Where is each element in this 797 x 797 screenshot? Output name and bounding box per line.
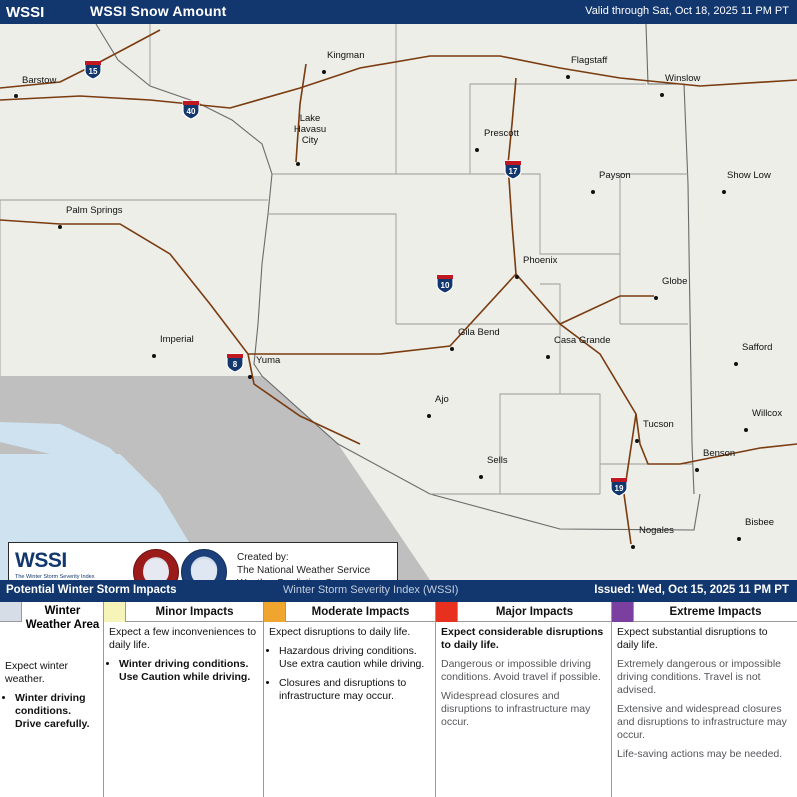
city-label: Payson [599, 170, 631, 181]
legend-label-winter: Winter Weather Area [25, 605, 100, 631]
interstate-shield-19 [610, 477, 628, 497]
city-dot [744, 428, 748, 432]
legend-header-major [436, 602, 611, 622]
city-dot [631, 545, 635, 549]
credit-line-1: The National Weather Service [237, 565, 371, 576]
city-label: Bisbee [745, 517, 775, 528]
city-label: Barstow [22, 75, 57, 86]
city-dot [479, 475, 483, 479]
city-dot [591, 190, 595, 194]
city-dot [734, 362, 738, 366]
legend-header-moderate [264, 602, 435, 622]
legend-body-winter [0, 656, 103, 731]
wssi-logo-icon [6, 3, 84, 20]
city-dot [58, 225, 62, 229]
city-dot [635, 439, 639, 443]
city-dot [475, 148, 479, 152]
city-label: Tucson [643, 419, 674, 430]
city-label: Prescott [484, 128, 519, 139]
city-label: Phoenix [523, 255, 558, 266]
legend-label-major: Major Impacts [495, 605, 574, 618]
valid-through-text: Valid through Sat, Oct 18, 2025 11 PM PT [585, 5, 789, 17]
interstate-shield-40 [182, 100, 200, 120]
city-dot [322, 70, 326, 74]
wssi-wordmark: WSSI [15, 549, 67, 572]
legend-swatch-major [436, 602, 458, 622]
legend-swatch-winter [0, 602, 22, 622]
city-label: Ajo [435, 394, 449, 405]
legend [0, 602, 797, 797]
legend-para: Extremely dangerous or impossible driving conditions. Travel is not advised. [617, 658, 781, 696]
city-label: Show Low [727, 170, 771, 181]
issued-text: Issued: Wed, Oct 15, 2025 11 PM PT [594, 584, 789, 596]
city-label: Nogales [639, 525, 674, 536]
city-dot [515, 275, 519, 279]
legend-para: Expect a few inconveniences to daily life. [109, 626, 257, 651]
map-geometry [0, 24, 797, 580]
interstate-shield-17 [504, 160, 522, 180]
city-dot [152, 354, 156, 358]
city-dot [450, 347, 454, 351]
created-by-label: Created by: [237, 552, 289, 563]
shield-number: 8 [232, 360, 238, 369]
city-label: Flagstaff [571, 55, 608, 66]
header-bar [0, 0, 797, 24]
city-dot [737, 537, 741, 541]
city-dot [14, 94, 18, 98]
city-dot [566, 75, 570, 79]
wssi-subtitle: The Winter Storm Severity Index [15, 574, 95, 580]
legend-body-extreme [612, 622, 797, 761]
city-dot [722, 190, 726, 194]
shield-number: 15 [88, 67, 98, 76]
legend-bullet: • Hazardous driving conditions. Use extra caution while driving. [279, 645, 430, 671]
legend-swatch-minor [104, 602, 126, 622]
shield-number: 40 [186, 107, 196, 116]
legend-column-moderate-impacts[interactable] [264, 602, 436, 797]
legend-header-extreme [612, 602, 797, 622]
impacts-bar-subtitle: Winter Storm Severity Index (WSSI) [283, 584, 459, 596]
legend-swatch-moderate [264, 602, 286, 622]
legend-label-minor: Minor Impacts [155, 605, 234, 618]
page-title: WSSI Snow Amount [90, 3, 227, 19]
city-dot [695, 468, 699, 472]
legend-para: Dangerous or impossible driving conditions. Avoid travel if possible. [441, 658, 601, 683]
legend-body-minor [104, 622, 263, 684]
city-dot [546, 355, 550, 359]
city-label: Lake Havasu City [293, 113, 327, 146]
impacts-bar [0, 580, 797, 602]
city-label: Kingman [327, 50, 365, 61]
legend-body-major [436, 622, 611, 729]
svg-text:WSSI: WSSI [6, 4, 45, 21]
city-label: Sells [487, 455, 508, 466]
legend-body-moderate [264, 622, 435, 703]
legend-bullet: • Winter driving conditions. Use Caution while driving. [119, 658, 258, 684]
legend-bullet: • Winter driving conditions. Drive carefully. [15, 692, 98, 731]
legend-header-minor [104, 602, 263, 622]
city-label: Casa Grande [554, 335, 611, 346]
legend-para: Expect substantial disruptions to daily life. [617, 626, 768, 651]
city-label: Willcox [752, 408, 783, 419]
legend-header-winter [0, 602, 103, 656]
shield-number: 17 [508, 167, 518, 176]
interstate-shield-15 [84, 60, 102, 80]
city-dot [248, 375, 252, 379]
legend-para: Life-saving actions may be needed. [617, 748, 783, 760]
city-label: Gila Bend [458, 327, 500, 338]
city-label: Yuma [256, 355, 281, 366]
wssi-logo-svg [6, 3, 84, 20]
legend-bullet: • Closures and disruptions to infrastructure may occur. [279, 677, 430, 703]
map-canvas[interactable] [0, 24, 797, 580]
city-dot [660, 93, 664, 97]
legend-column-extreme-impacts[interactable] [612, 602, 797, 797]
city-label: Globe [662, 276, 688, 287]
city-dot [654, 296, 658, 300]
legend-para: Expect winter weather. [5, 660, 69, 685]
city-label: Benson [703, 448, 736, 459]
shield-number: 19 [614, 484, 624, 493]
legend-para: Expect disruptions to daily life. [269, 626, 411, 638]
legend-column-major-impacts[interactable] [436, 602, 612, 797]
legend-column-minor-impacts[interactable] [104, 602, 264, 797]
legend-para: Expect considerable disruptions to daily life. [441, 626, 604, 651]
interstate-shield-10 [436, 274, 454, 294]
impacts-bar-title: Potential Winter Storm Impacts [6, 584, 177, 596]
city-label: Winslow [665, 73, 701, 84]
city-label: Palm Springs [66, 205, 123, 216]
legend-para: Extensive and widespread closures and disruptions to infrastructure may occur. [617, 703, 787, 741]
city-dot [427, 414, 431, 418]
legend-label-extreme: Extreme Impacts [669, 605, 762, 618]
interstate-shield-8 [226, 353, 244, 373]
city-label: Safford [742, 342, 773, 353]
legend-swatch-extreme [612, 602, 634, 622]
city-label: Imperial [160, 334, 194, 345]
legend-para: Widespread closures and disruptions to infrastructure may occur. [441, 690, 591, 728]
legend-label-moderate: Moderate Impacts [311, 605, 410, 618]
legend-column-winter-weather-area[interactable] [0, 602, 104, 797]
shield-number: 10 [440, 281, 450, 290]
city-dot [296, 162, 300, 166]
